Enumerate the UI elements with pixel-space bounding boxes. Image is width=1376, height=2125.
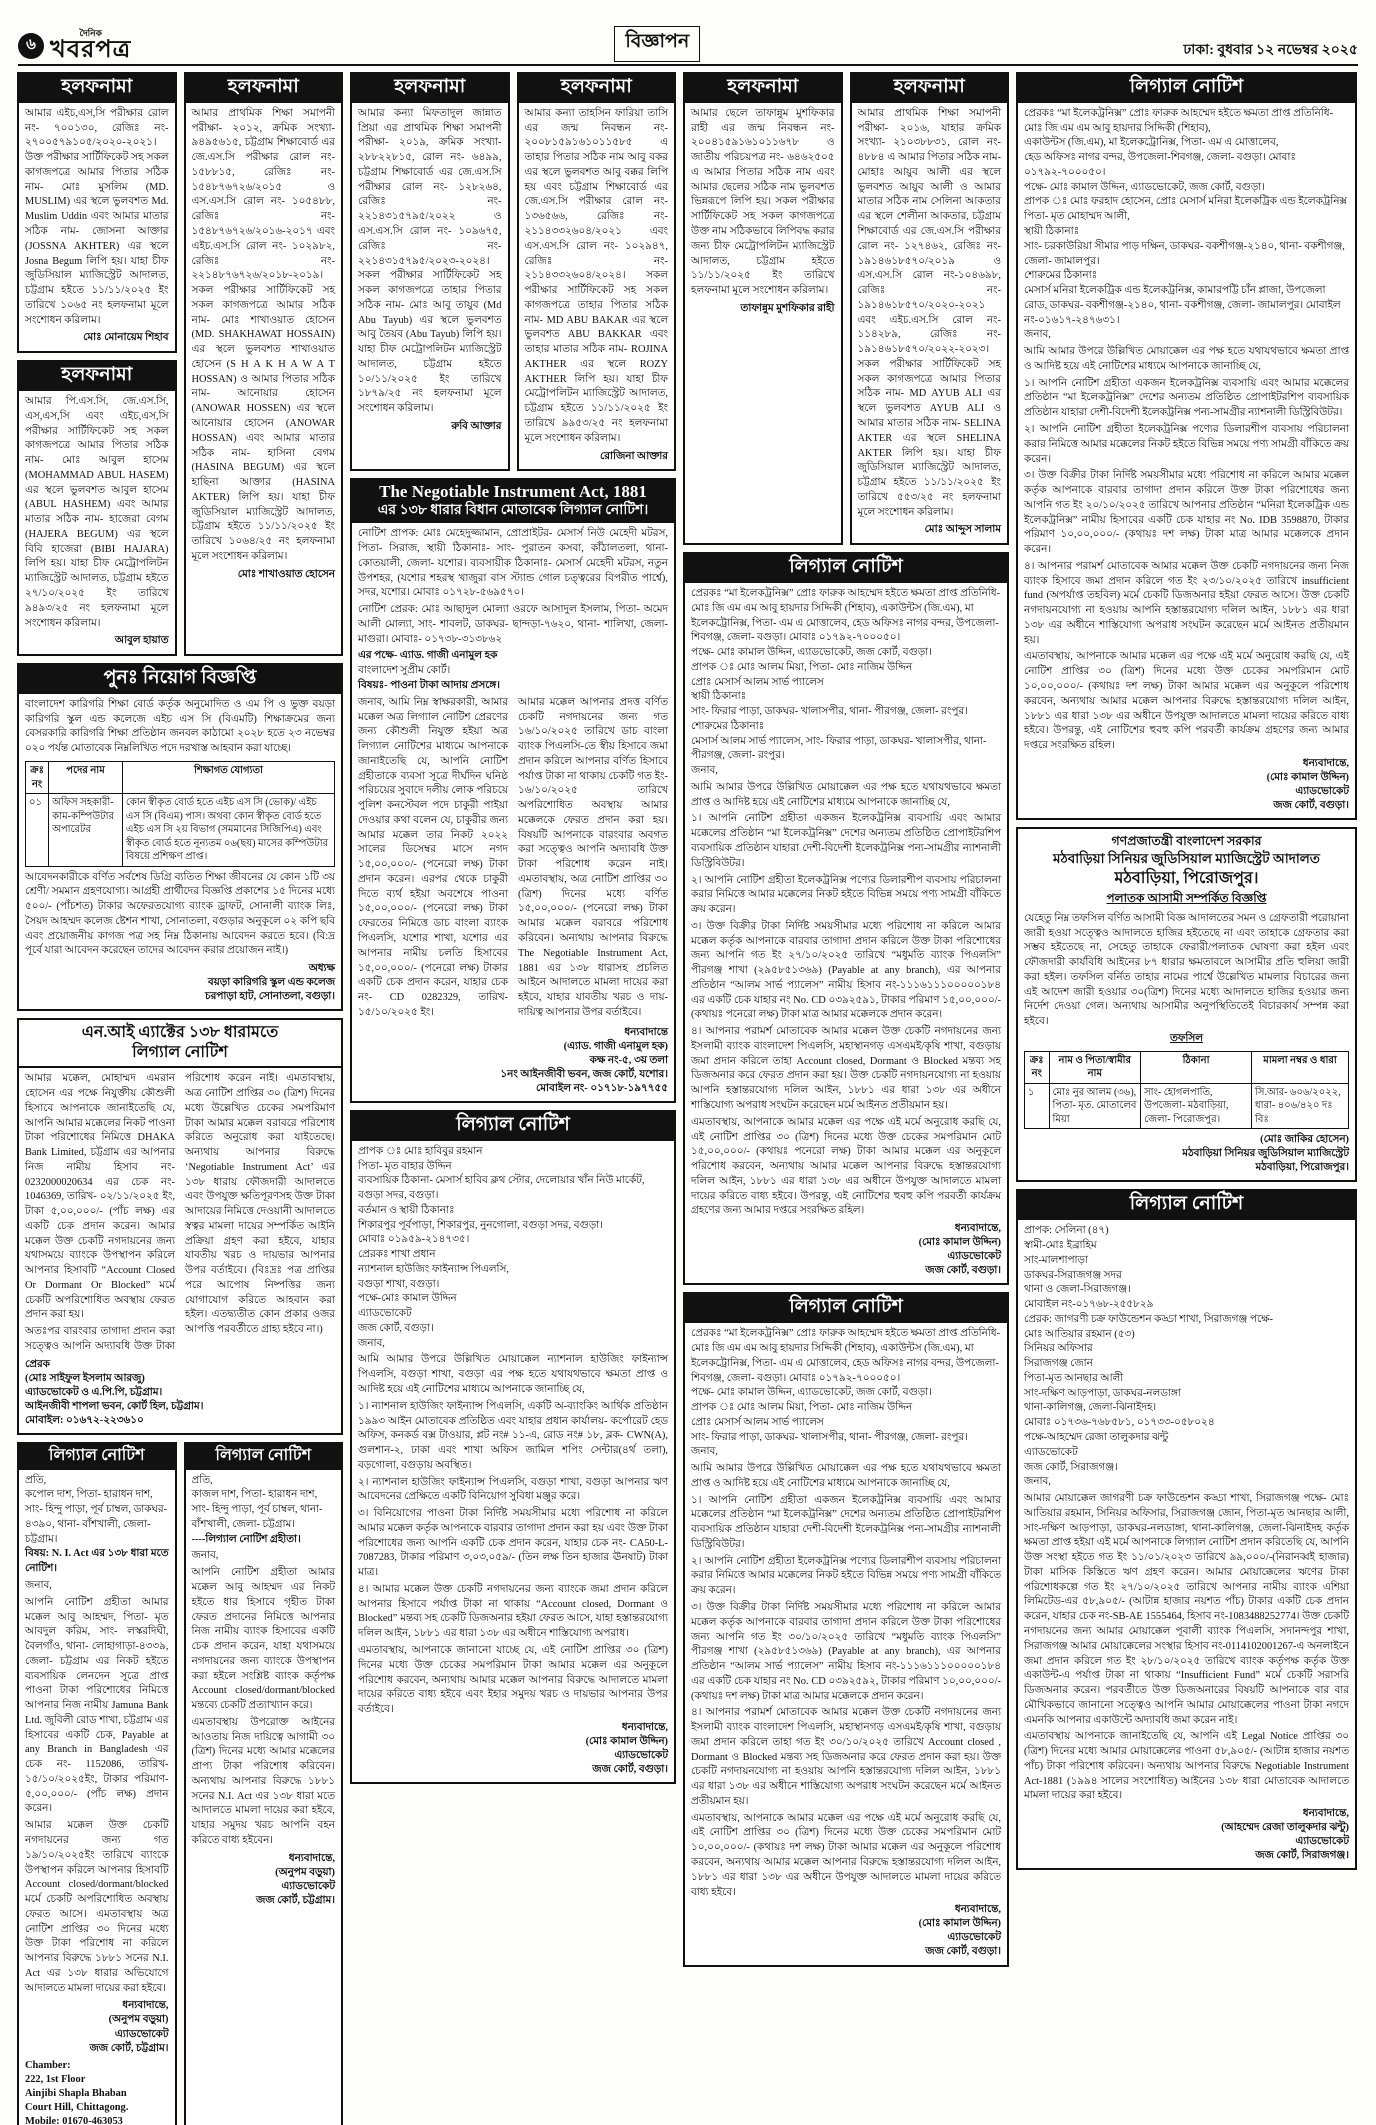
recruitment-outro: আবেদনকারীকে বর্ণিত সর্বশেষ ডিগ্রি ব্যতিত শিক্ষা জীবনের যে কোন ১টি ৩য় শ্রেণী/ সমমান গ্রহণযোগ্য। আগ্রহী প্রার্থীদের বিজ্ঞপ্তি প্রকাশের ১৫ দিনের মধ্যে ৫০০/- (পাঁচশত) টাকার অফেরতযোগ্য ব্যাংক ড্রাফট, সোনালী ব্যাংক লিঃ, সৈয়দ আহম্মদ কলেজ ষ্টেশন শাখা, সোনাতলা, বগুড়ার অনুকূলে ০২ কপি ছবি এবং প্রয়োজনীয় কাগজ পত্র সহ নিম্ন ঠিকানায় আবেদন করতে হবে। (বি:দ্র পূর্বে যারা আবেদন করেছেন তাদের আবেদন করার প্রয়োজন নাই।) xyxy=(25,871,335,957)
nia-sender: নোটিশ প্রেরক: মোঃ আছাদুল মোল্যা ওরফে আসাদুল ইসলাম, পিতা- অমেদ আলী মোল্যা, সাং- শাবলট, ডাকঘর- ছান্দড়া-৭৬২০, থানা- শালিখা, জেলা- মাগুরা। মোবাঃ- ০১৭৩৮-৩১৩৮৬২ xyxy=(358,604,668,645)
cell-address: সাং- হোগলপাতি, উপজেলা- মঠবাড়িয়া, জেলা- পিরোজপুর। xyxy=(1141,1083,1252,1129)
court-header: গণপ্রজাতন্ত্রী বাংলাদেশ সরকার মঠবাড়িয়া সিনিয়র জুডিসিয়াল ম্যাজিস্ট্রেট আদালত মঠবাড়িয়া, পিরোজপুর। পলাতক আসামী সম্পর্কিত বিজ্ঞপ্তি xyxy=(1053,834,1320,905)
notice-signature: ধন্যবাদান্তে, (মোঃ কামাল উদ্দিন) এ্যাডভোকেট জজ কোর্ট, বগুড়া। xyxy=(918,1223,1001,1277)
column-group-1 xyxy=(17,72,343,2125)
notice-recipient: প্রেরকঃ “মা ইলেকট্রনিক্স” প্রোঃ ফারুক আহম্মেদ হইতে ক্ষমতা প্রাপ্ত প্রতিনিধি- মোঃ জি এম এম আবু হায়দার সিদ্দিকী (শিহাব), একাউন্টস (জি.এম), মা ইলেকট্রোনিক্স, পিতা- এম এ মোত্তালেব, হেড অফিসঃ নাগর বন্দর, উপজেলা-শিবগঞ্জ, জেলা- বগুড়া। মোবাঃ ০১৭৯২-৭০০০৫০। পক্ষে- মোঃ কামাল উদ্দিন, এ্যাডভোকেট, জজ কোর্ট, বগুড়া। প্রাপক ঃ মোঃ ফরহাদ হোসেন, প্রোঃ মেসার্স মনিরা ইলেকট্রিক এন্ড ইলেকট্রনিক্স পিতা- মৃত মোহাম্মদ আলী, স্থায়ী ঠিকানাঃ সাং- চরকাউরিয়া সীমার পাড় দক্ষিন, ডাকঘর- বকশীগঞ্জ-২১৪০, থানা- বকশীগঞ্জ, জেলা- জামালপুর। শোরুমের ঠিকানাঃ মেসার্স মনিরা ইলেকট্রিক এন্ড ইলেকট্রনিক্স, কামারপট্টি চাঁন প্লাজা, উপজেলা রোড, ডাকঘর- বকশীগঞ্জ-২১৪০, থানা- বকশীগঞ্জ, জেলা- জামালপুর। মোবাইল নং-০১৬১৭-২৪৭৬৩১। xyxy=(1024,107,1348,326)
col-header-post: পদের নাম xyxy=(49,762,123,794)
legal-notice-header: লিগ্যাল নোটিশ xyxy=(685,1294,1007,1323)
notice-body: জনাব, আমি আমার উপরে উল্লিখিত মোয়াক্কেল এর পক্ষ হতে যথাযথভাবে ক্ষমতা প্রাপ্ত ও আদিষ্ট হয়ে এই নোটিশের মাধ্যমে আপনাকে জানাচ্ছি যে, ১। আপনি নোটিশ গ্রহীতা একজন ইলেকট্রনিক্স ব্যবসায়ি এবং আমার মক্কেলের প্রতিষ্ঠান “মা ইলেকট্রনিক্স” দেশের অন্যতম প্রতিষ্ঠিত প্রোপাইটরশিপ ব্যবসায়িক প্রতিষ্ঠান যাহারা দেশী-বিদেশী ইলেকট্রনিক্স পন্য-সামগ্রীর ন্যাশনালী ডিস্ট্রিবিউটর। ২। আপনি নোটিশ গ্রহীতা ইলেকট্রনিক্স পণ্যের ডিলারশীপ ব্যবসায় পরিচালনা করার নিমিত্তে আমার মক্কেলের নিকট হইতে বিভিন্ন সময়ে পণ্য সামগ্রী বাঁকিতে ক্রয় করেন। ৩। উক্ত বিক্রীর টাকা নির্দিষ্ট সময়সীমার মধ্যে পরিশোধ না করিলে আমার মক্কেল কর্তৃক আপনাকে বারবার তাগাদা প্রদান করিলে উক্ত টাকা পরিশোধের জন্য আপনি গত ইং ৩০/১০/২০২৫ তারিখে “মধুমতি ব্যাংক পিএলসি” পীরগঞ্জ শাখা (২৯৫৮৫১৩৬৯) (Payable at any branch), এর আপনার প্রতিষ্ঠান “আলম সার্ভ প্যালেস” নামীয় হিসাব নং-১১১৬১১১০০০০০১৮৪ এর একটি চেক যাহার নং No. CD ০৩৯২৫৯২, টাকার পরিমাণ ১০,০০,০০০/- (কথায়ঃ দশ লক্ষ) টাকা মাত্র আমার মক্কেলকে প্রদান করেন। ৪। আপনার পরামর্শ মোতাবেক আমার মক্কেল উক্ত চেকটি নগদায়নের জন্য ইসলামী ব্যাংক বাংলাদেশ পিএলসি, মহাস্থানগড় এসএমই/কৃষি শাখা, বগুড়ায় জমা প্রদান করিলে তাহা গত ইং ৩০/১০/২০২৫ তারিখে Account closed , Dormant ও Blocked মন্তব্য সহ ডিজঅনার করে ফেরত প্রদান করা হয়। উক্ত চেকটি নগদায়নযোগ্য না হওয়ায় আপনি হস্তান্তরযোগ্য দলিল আইন, ১৮৮১ এর ধারা ১৩৮ এর অধীনে শাস্তিযোগ্য অপরাধ সংঘটন করেছেন মর্মে আইনত প্রতীয়মান হয়। এমতাবস্থায়, আপনাকে আমার মক্কেল এর পক্ষে এই মর্মে অনুরোধ করছি যে, এই নোটিশ প্রাপ্তির ৩০ (ত্রিশ) দিনের মধ্যে উক্ত চেকের সমপরিমান মোট ১০,০০,০০০/- (কথায়ঃ দশ লক্ষ) টাকা আমার মক্কেল এর অনুকূলে পরিশোধ করবেন, অন্যথায় আমার মক্কেল আপনার বিরুদ্ধে হস্তান্তরযোগ্য দলিল আইন, ১৮৮১ এর ধারা ১৩৮ এর অধীনে উপযুক্ত আদালতে মামলা দায়ের করিতে বাধ্য হইবে। xyxy=(691,1446,1001,1898)
cell-case: সি.আর- ৬০৬/২০২২, ধারা- ৪০৬/৪২০ দঃ বিঃ xyxy=(1252,1083,1349,1129)
paper-tagline: দৈনিক xyxy=(79,28,102,38)
recruitment-intro: বাংলাদেশ কারিগরি শিক্ষা বোর্ড কর্তৃক অনুমোদিত ও এম পি ও ভুক্ত বয়ড়া কারিগরি স্কুল এন্ড কলেজে এইচ এস সি (বিএমটি) শিক্ষাক্রমের জন্য বেসরকারি কারিগরি শিক্ষা প্রতিষ্ঠান জনবল কাঠামো ২০২৮ হতে ২৩ নভেম্বর ০২০ পর্যন্ত মোতাবেক নিম্নলিখিত পদে দরখাস্ত আহবান করা যাচ্ছে। xyxy=(25,698,335,755)
notice-body: জনাব, আমি আমার উপরে উল্লিখিত মোয়াক্কেল ন্যাশনাল হাউজিং ফাইন্যান্স পিএলসি, বগুড়া শাখা, বগুড়া এর পক্ষ হতে যথাযথভাবে ক্ষমতা প্রাপ্ত ও আদিষ্ট হয়ে এই নোটিশের মাধ্যমে আপনাকে জানাচ্ছি যে, ১। ন্যাশনাল হাউজিং ফাইন্যান্স পিএলসি, একটি অ-ব্যাংকিং আর্থিক প্রতিষ্ঠান ১৯৯৩ আইন মোতাবেক প্রতিষ্ঠিত এবং যাহার প্রধান কার্যালয়- কর্পোরেট হেড অফিস, কনকর্ড বক্স টাওয়ার, প্লট নং# ১১-এ, রোড নং# ১৮, ব্লক- CWN(A), গুলশান-২, ঢাকা এবং শাখা অফিস জামিল শপিং সেন্টার(৪র্থ তলা), বড়গোলা, বগুড়ায় অবস্থিত। ২। ন্যাশনাল হাউজিং ফাইন্যান্স পিএলসি, বগুড়া শাখা, বগুড়া আপনার ঋণ আবেদনের প্রেক্ষিতে একটি বিনিয়োগ সুবিধা মঞ্জুর করে। ৩। বিনিয়োগের পাওনা টাকা নির্দিষ্ট সময়সীমার মধ্যে পরিশোধ না করিলে আমার মক্কেল কর্তৃক আপনাকে বারবার তাগাদা প্রদান করা হয় এবং উক্ত টাকা পরিশোধের জন্য আপনি একটি চেক প্রদান করেন, যাহার চেক নং- CA50-L-7087283, টাকার পরিমাণ ৩,০৩,০৫৯/- (তিন লক্ষ তিন হাজার ঊনষাট) টাকা মাত্র। ৪। আমার মক্কেল উক্ত চেকটি নগদায়নের জন্য ব্যাংকে জমা প্রদান করিলে আপনার হিসাবে পর্যাপ্ত টাকা না থাকায় “Account closed, Dormant ও Blocked” মন্তব্য সহ চেকটি ডিজঅনার হইয়া ফেরত আসে, যাহা হস্তান্তরযোগ্য দলিল আইন, ১৮৮১ এর ধারা ১৩৮ এর অধীনে শাস্তিযোগ্য অপরাধ। এমতাবস্থায়, আপনাকে জানানো যাচ্ছে যে, এই নোটিশ প্রাপ্তির ৩০ (ত্রিশ) দিনের মধ্যে উক্ত চেকের সমপরিমান টাকা আমার মক্কেল এর অনুকূলে পরিশোধ করবেন, অন্যথায় আমার মক্কেল আপনার বিরুদ্ধে আদালতে মামলা দায়ের করিতে বাধ্য হইবে এবং ইহার সমুদয় খরচ ও দায়ভার আপনার উপর বর্তাইবে। xyxy=(358,1337,668,1716)
notice-recipient: প্রাপক ঃ মোঃ হাবিবুর রহমান পিতা- মৃত বাহার উদ্দিন ব্যবসায়িক ঠিকানা- মেসার্স হাবিব ক্লথ স্টোর, দেলোয়ার খাঁন নিউ মার্কেট, বগুড়া সদর, বগুড়া। বর্তমান ও স্থায়ী ঠিকানাঃ শিকারপুর পূর্বপাড়া, শিকারপুর, নুনগোলা, বগুড়া সদর, বগুড়া। মোবাঃ ০১৯৫৯-২১৪৭৩৫। প্রেরকঃ শাখা প্রধান ন্যাশনাল হাউজিং ফাইন্যান্স পিএলসি, বগুড়া শাখা, বগুড়া। পক্ষে-মোঃ কামাল উদ্দিন এ্যাডভোকেট জজ কোর্ট, বগুড়া। xyxy=(358,1145,645,1334)
affidavit-signature: রুবি আক্তার xyxy=(451,420,502,432)
affidavit-header: হলফনামা xyxy=(685,74,841,103)
col-header-address: ঠিকানা xyxy=(1141,1051,1252,1083)
ni-act-138-notice xyxy=(17,1018,343,1435)
affidavit-header: হলফনামা xyxy=(19,74,175,103)
affidavit-header: হলফনামা xyxy=(186,74,342,103)
nia-1881-header: The Negotiable Instrument Act, 1881 এর ১৩৮ ধারার বিধান মোতাবেক লিগ্যাল নোটিশ। xyxy=(352,480,674,523)
affidavit-header: হলফনামা xyxy=(519,74,675,103)
affidavit-header: হলফনামা xyxy=(852,74,1008,103)
nia-signature: ধন্যবাদান্তে (এ্যাড. গাজী এনামুল হক) কক্ষ নং-৫, ৩য় তলা ১নং আইনজীবী ভবন, জজ কোর্ট, যশোর। মোবাইল নং- ০১৭১৮-১৯৭৭৫৫ xyxy=(500,1026,668,1094)
legal-notice-kopol-das xyxy=(17,1442,177,2125)
affidavit-tafannum xyxy=(683,72,843,545)
nia-body: জনাব, আমি নিম্ন স্বাক্ষরকারী, আমার মক্কেল অত্র লিগ্যাল নোটিশ প্রেরণের জন্য কৌশুলী নিযুক্ত হইয়া অত্র লিগ্যাল নোটিশের মাধ্যমে আপনাকে জানাইতেছি যে, আপনি নোটিশ গ্রহীতাকে ব্যবসা সূত্রে দীর্ঘদিন ঘনিষ্ঠ পরিচয়ের সুবাদে দলীয় লোক পরিচয়ে পুলিশ কনস্টেবল পদে চাকুরী পাইয়া দেওয়ার কথা বলেন যে, চাকুরীর জন্য আমার মক্কেল তার নিকট ২০২২ সালের ডিসেম্বর মাসে নগদ ১৫,০০,০০০/- (পনেরো লক্ষ) টাকা প্রদান করেন। এরপর থেকে চাকুরী দিতে ব্যর্থ হইয়া অবশেষে পাওনা ১৫,০০,০০০/- (পনেরো লক্ষ) টাকা ফেরতের নিমিত্তে ডাচ বাংলা ব্যাংক পিএলসি, যশোর শাখা, যশোর এর আপনার নামীয় চলতি হিসাবের ১৫,০০,০০০/- (পনেরো লক্ষ) টাকার একটি চেক প্রদান করেন, যাহার চেক নং- CD 0282329, তারিখ- ১৫/১০/২০২৫ ইং। আমার মক্কেল আপনার প্রদত্ত বর্ণিত চেকটি নগদায়নের জন্য গত ১৬/১০/২০২৫ তারিখে ডাচ বাংলা ব্যাংক পিএলসি-তে স্বীয় হিসাবে জমা প্রদান করিলে আপনার বর্ণিত হিসাবে পর্যাপ্ত টাকা না থাকায় চেকটি গত ইং- ১৬/১০/২০২৫ তারিখে অপরিশোধিত অবস্থায় আমার মক্কেলকে ফেরত প্রদান করা হয়। বিষয়টি আপনাকে বারংবার অবগত করা সত্ত্বেও আপনি অদ্যাবধি উক্ত টাকা পরিশোধ করেন নাই। এমতাবস্থায়, অত্র নোটিশ প্রাপ্তির ৩০ (ত্রিশ) দিনের মধ্যে বর্ণিত ১৫,০০,০০০/- (পনেরো লক্ষ) টাকা আমার মক্কেল বরাবরে পরিশোধ করিবেন। অন্যথায় আপনার বিরুদ্ধে The Negotiable Instrument Act, 1881 এর ১৩৮ ধারাসহ প্রচলিত আইনে আদালতে মামলা দায়ের করা হইবে, যাহার যাবতীয় খরচ ও দায়-দায়িত্ব আপনার উপর বর্তাইবে। xyxy=(358,696,668,1018)
nia-advocate: এর পক্ষে- এ্যাড. গাজী এনামুল হক xyxy=(358,650,498,662)
recruitment-signature: অধ্যক্ষ বয়ড়া কারিগরি স্কুল এন্ড কলেজ চরপাড়া হাট, সোনাতলা, বগুড়া। xyxy=(205,963,335,1003)
affidavit-body: আমার কন্যা তাহসিন ফারিয়া তাসি এর জন্ম নিবন্ধন নং- ২০০৮১৫৯১৬১০১১৫৮৫ এ তাহার পিতার সঠিক নাম আবু বকর এর স্থলে ভুলবশত আবু বক্কর লিপি হয় এবং চট্টগ্রাম শিক্ষাবোর্ড এর জে.এস.সি পরীক্ষার রোল নং- ১৩৬৫৬৬, রেজিঃ নং- ২১১৪৩৩২৬০৪/২০২১ এবং এস.এস.সি রোল নং- ১০২৯৪৭, রেজিঃ নং- ২১১৪৩৩২৬০৪/২০২৪। সকল পরীক্ষার সার্টিফিকেট সহ সকল কাগজপত্রে তাহার পিতার সঠিক নাম- MD ABU BAKAR এর স্থলে ভুলবশত ABU BAKKAR এবং তাহার মাতার সঠিক নাম- ROJINA AKTHER এর স্থলে ROZY AKTHER লিপি হয়। যাহা চীফ মেট্রোপলিটন ম্যাজিস্ট্রেট আদালত, চট্টগ্রাম হইতে ১১/১১/২০২৫ ইং তারিখে ৯৯৫৩/২৫ নং হলফনামা মূলে সংশোধন করিলাম। xyxy=(524,107,668,444)
affidavit-signature: তাফান্নুম মুশফিকার রাহী xyxy=(740,302,835,314)
table-row xyxy=(26,794,335,867)
notice-signature: ধন্যবাদান্তে, (মোঃ কামাল উদ্দিন) এ্যাডভোকেট জজ কোর্ট, বগুড়া। xyxy=(585,1721,668,1775)
recruitment-notice xyxy=(17,663,343,1011)
notice-body: জনাব, আমি আমার উপরে উল্লিখিত মোয়াক্কেল এর পক্ষ হতে যথাযথভাবে ক্ষমতা প্রাপ্ত ও আদিষ্ট হয়ে এই নোটিশের মাধ্যমে আপনাকে জানাচ্ছি যে, ১। আপনি নোটিশ গ্রহীতা একজন ইলেকট্রনিক্স ব্যবসায়ি এবং আমার মক্কেলের প্রতিষ্ঠান “মা ইলেকট্রনিক্স” দেশের অন্যতম প্রতিষ্ঠিত প্রোপাইটরশিপ ব্যবসায়িক প্রতিষ্ঠান যাহারা দেশী-বিদেশী ইলেকট্রনিক্স পন্য-সামগ্রীর ন্যাশনালী ডিস্ট্রিবিউটর। ২। আপনি নোটিশ গ্রহীতা ইলেকট্রনিক্স পণ্যের ডিলারশীপ ব্যবসায় পরিচালনা করার নিমিত্তে আমার মক্কেলের নিকট হইতে বিভিন্ন সময়ে পণ্য সামগ্রী বাঁকিতে ক্রয় করেন। ৩। উক্ত বিক্রীর টাকা নির্দিষ্ট সময়সীমার মধ্যে পরিশোধ না করিলে আমার মক্কেল কর্তৃক আপনাকে বারবার তাগাদা প্রদান করিলে উক্ত টাকা পরিশোধের জন্য আপনি গত ইং ২৭/১০/২০২৫ তারিখে “মধুমতি ব্যাংক পিএলসি” পীরগঞ্জ শাখা (২৯৫৮৫১৩৬৯) (Payable at any branch), এর আপনার প্রতিষ্ঠান “আলম সার্ভ প্যালেস” নামীয় হিসাব নং-১১১৬১১১০০০০০১৮৪ এর একটি চেক যাহার নং No. CD ০৩৯২৫৯১, টাকার পরিমাণ ১৫,০০,০০০/- (কথায়ঃ পনেরো লক্ষ) টাকা মাত্র আমার মক্কেলকে প্রদান করেন। ৪। আপনার পরামর্শ মোতাবেক আমার মক্কেল উক্ত চেকটি নগদায়নের জন্য ইসলামী ব্যাংক বাংলাদেশ পিএলসি, মহাস্থানগড় এসএমই/কৃষি শাখা, বগুড়ায় জমা প্রদান করিলে তাহা Account closed, Dormant ও Blocked মন্তব্য সহ ডিজঅনার করে ফেরত প্রদান করা হয়। উক্ত চেকটি নগদায়নযোগ্য না হওয়ায় আপনি হস্তান্তরযোগ্য দলিল আইন, ১৮৮১ এর ধারা ১৩৮ এর অধীনে শাস্তিযোগ্য অপরাধ সংঘটন করেছেন মর্মে আইনত প্রতীয়মান হয়। এমতাবস্থায়, আপনাকে আমার মক্কেল এর পক্ষে এই মর্মে অনুরোধ করছি যে, এই নোটিশ প্রাপ্তির ৩০ (ত্রিশ) দিনের মধ্যে উক্ত চেকের সমপরিমান মোট ১৫,০০,০০০/- (কথায়ঃ পনেরো লক্ষ) টাকা আমার মক্কেল এর অনুকূলে পরিশোধ করবেন, অন্যথায় আমার মক্কেল আপনার বিরুদ্ধে হস্তান্তরযোগ্য দলিল আইন, ১৮৮১ এর ধারা ১৩৮ এর অধীনে উপযুক্ত আদালতে মামলা দায়ের করিতে বাধ্য হইবে। উপরন্তু, এই নোটিশের হুবহু কপি পরবর্তী কার্যক্রম গ্রহণের জন্য আমার দপ্তরে সংরক্ষিত রহিল। xyxy=(691,765,1001,1217)
nia-subject: বিষয়ঃ- পাওনা টাকা আদায় প্রসঙ্গে। xyxy=(358,680,500,691)
notice-body: জনাব, আমার মোয়াক্কেল জাগরণী চক্র ফাউন্ডেশন কড্ডা শাখা, সিরাজগঞ্জ পক্ষে- মোঃ আতিয়ার রহমান, সিনিয়র অফিসার, সিরাজগঞ্জ জোন, পিতা-মৃত আনছার আলী, সাং-দক্ষিণ আড়পাড়া, ডাকঘর-নলডাঙ্গা, থানা-কালিগঞ্জ, জেলা-ঝিনাইদহ কর্তৃক ক্ষমতা প্রাপ্ত হইয়া এই মর্মে আপনাকে লিগ্যাল নোটিশ প্রদান করিতেছি যে, আপনি উক্ত সংস্থা হইতে গত ইং ১১/০১/২০২৩ তারিখে ৯৯,০০০/-(নিরানব্বই হাজার) টাকা মাসিক কিস্তিতে ঋণ গ্রহণ করেন। আমার মোয়াক্কেলের ঋণের টাকা পরিশোধকল্পে গত ইং ২৭/১০/২০২৫ তারিখে আপনার নামীয় ব্যাংক এশিয়া লিমিটেড-এর ৫৮,৯০৫/- (আটান্ন হাজার নয়শত পাঁচ) টাকার একটি চেক প্রদান করেন, যাহার চেক নং-SB-AE 1555464, হিসাব নং-1083488252774। উক্ত চেকটি নগদায়নের জন্য আমার মোয়াক্কেল পূবালী ব্যাংক পিএলসি, সদানন্দপুর শাখা, সিরাজগঞ্জ আমার মোয়াক্কেলের সংস্থার হিসাব নং-0114102001267-এ অনলাইনে জমা প্রদান করিলে গত ইং ২৮/১০/২০২৫ তারিখে ব্যাংক কর্তৃপক্ষ কর্তৃক উক্ত একাউন্ট-এ পর্যাপ্ত টাকা না থাকায় “Insufficient Fund” মর্মে চেকটি সরাসরি ডিজঅনার করেন। পরবর্তীতে উক্ত ডিজঅনারের বিষয়টি আপনাকে বার বার মৌখিকভাবে জানানো সত্ত্বেও আপনি আমার মোয়াক্কেলের পাওনা টাকা নগদে এমনকি আপনার একাউন্টে অদ্যাবধি জমা করেন নাই। এমতাবস্থায় আপনাকে জানাইতেছি যে, আপনি এই Legal Notice প্রাপ্তির ৩০ (ত্রিশ) দিনের মধ্যে আমার মোয়াক্কেলের পাওনা ৫৮,৯০৫/- (আটান্ন হাজার নয়শত পাঁচ) টাকা পরিশোধ করিবেন। অন্যথায় আপনার বিরুদ্ধে Negotiable Instrument Act-1881 (১৯৯৪ সালের সংশোধিত) আইনের ১৩৮ ধারা মোতাবেক আদালতে মামলা দায়ের করা হইবে। xyxy=(1024,1476,1349,1802)
court-signature: (মোঃ জাকির হোসেন) মঠবাড়িয়া সিনিয়র জুডিসিয়াল ম্যাজিস্ট্রেট মঠবাড়িয়া, পিরোজপুর। xyxy=(1182,1134,1349,1174)
column-group-3 xyxy=(683,72,1009,1974)
affidavit-body: আমার প্রাথমিক শিক্ষা সমাপনী পরীক্ষা- ২০১২, ক্রমিক সংখ্যা- ৯৪৯৫৬১৫, চট্টগ্রাম শিক্ষাবোর্ড এর জে.এস.সি পরীক্ষার রোল নং- ১৫৮৮১৫, রেজিঃ নং- ১৫৪৮৭৬৭২৬/২০১৫ ও এস.এস.সি রোল নং- ১০৫৪৮৮, রেজিঃ নং- ১৫৪৮৭৬৭২৬/২০১৬-২০১৭ এবং এইচ.এস.সি রোল নং- ১০২৯৮২, রেজিঃ নং- ২২১৪৮৭৬৭২৬/২০১৮-২০১৯। সকল পরীক্ষার সার্টিফিকেট সহ সকল কাগজপত্রে আমার সঠিক নাম- মোঃ শাখাওয়াত হোসেন (MD. SHAKHAWAT HOSSAIN) এর স্থলে ভুলবশত শাখাওয়াত হোসেন (S H A K H A W A T HOSSAN) ও আমার পিতার সঠিক নাম- আনোয়ার হোসেন (ANOWAR HOSSEN) এর স্থলে আনোয়ার হোসেন (ANOWAR HOSSAN) এবং আমার মাতার সঠিক নাম- হাসিনা বেগম (HASINA BEGUM) এর স্থলে হাছিনা আক্তার (HASINA AKTER) লিপি হয়। যাহা চীফ জুডিসিয়াল ম্যাজিস্ট্রেট আদালত, চট্টগ্রাম হইতে ১১/১১/২০২৫ ইং তারিখে ১০৬৪/২৫ নং হলফনামা মূলে সংশোধন করিলাম। xyxy=(191,107,335,562)
legal-notice-alam-mia-1 xyxy=(683,552,1009,1285)
page-number-badge: ৬ xyxy=(18,33,44,59)
brand xyxy=(18,29,131,62)
legal-notice-header: লিগ্যাল নোটিশ xyxy=(1018,74,1355,103)
cell-post: অফিস সহকারী-কাম-কম্পিউটার অপারেটর xyxy=(49,794,123,867)
legal-notice-habibur-nhf xyxy=(350,1110,676,1784)
notice-body: জনাব, আপনি নোটিশ গ্রহীতা আমার মক্কেল আবু আহম্মদ এর নিকট হইতে ধার হিসাবে গৃহীত টাকা ফেরত প্রদানের নিমিত্তে আপনার নিজ নামীয় ব্যাংক হিসাবের একটি চেক প্রদান করেন, যাহা যথাসময়ে নগদায়নের জন্য ব্যাংকে উপস্থাপন করা হইলে সংশ্লিষ্ট ব্যাংক কর্তৃপক্ষ Account closed/dormant/blocked মন্তব্যে চেকটি প্রত্যাখ্যান করে। এমতাবস্থায় উপরোক্ত আইনের আওতায় নিজ দায়িত্বে আগামী ৩০ (ত্রিশ) দিনের মধ্যে আমার মক্কেলের প্রাপ্য টাকা পরিশোধ করিবেন। অন্যথায় আপনার বিরুদ্ধে ১৮৮১ সনের N.I. Act এর ১৩৮ ধারা মতে আদালতে মামলা দায়ের করা হইবে, যাহার সমুদয় খরচ আপনি বহন করিতে বাধ্য হইবেন। xyxy=(191,1550,335,1846)
classifieds-grid xyxy=(0,66,1376,2125)
notice-signature: ধন্যবাদান্তে, (অনুপম বড়ুয়া) এ্যাডভোকেট জজ কোর্ট, চট্টগ্রাম। xyxy=(89,2000,169,2054)
recruitment-table xyxy=(25,761,335,867)
affidavit-ayub-ali xyxy=(850,72,1010,545)
affidavit-body: আমার এইচ,এস,সি পরীক্ষার রোল নং- ৭০০১৩০, রেজিঃ নং- ২৭০০৫৭৯১০৫/২০২০-২০২১। উক্ত পরীক্ষার সার্টিফিকেট সহ সকল কাগজপত্রে আমার পিতার সঠিক নাম- মোঃ মুসলিম (MD. MUSLIM) এর স্থলে ভুলবশত Md. Muslim Uddin এবং আমার মাতার সঠিক নাম- জোসনা আক্তার (JOSSNA AKHTER) এর স্থলে Josna Begum লিপি হয়। যাহা চীফ জুডিসিয়াল ম্যাজিস্ট্রেট আদালত, চট্টগ্রাম হইতে ১১/১১/২০২৫ ইং তারিখে ১০৬৫ নং হলফনামা মূলে সংশোধন করিলাম। xyxy=(25,107,169,326)
affidavit-body: আমার প্রাথমিক শিক্ষা সমাপনী পরীক্ষা- ২০১৬, যাহার ক্রমিক সংখ্যা- ২১০৩৮৮৩১, রোল নং- ৪৮৮৪ এ আমার পিতার সঠিক নাম- মোহাঃ আয়ুব আলী এর স্থলে ভুলবশত আয়ুব আলী ও আমার মাতার সঠিক নাম সেলিনা আকতার এর স্থলে শেলীনা আকতার, চট্টগ্রাম শিক্ষাবোর্ড এর জে.এস.সি পরীক্ষার রোল নং- ১২৭৪৬২, রেজিঃ নং- ১৯১৪৬১৮৫৭০/২০১৯ ও এস.এস.সি রোল নং-১০৪৬৯৮, রেজিঃ নং- ১৯১৪৬১৮৫৭০/২০২০-২০২১ এবং এইচ.এস.সি রোল নং- ১১৪২৮৯, রেজিঃ নং- ১৯১৪৬১৮৫৭০/২০২২-২০২৩। সকল পরীক্ষার সার্টিফিকেট সহ সকল কাগজপত্রে আমার পিতার সঠিক নাম- MD AYUB ALI এর স্থলে ভুলবশত AYUB ALI ও আমার মাতার সঠিক নাম- SELINA AKTER এর স্থলে SHELINA AKTER লিপি হয়। যাহা চীফ জুডিসিয়াল ম্যাজিস্ট্রেট আদালত, চট্টগ্রাম হইতে ১১/১১/২০২৫ ইং তারিখে ৫৫৩/২৫ নং হলফনামা মূলে সংশোধন করিলাম। xyxy=(857,107,1001,518)
legal-notice-selina xyxy=(1016,1189,1357,1870)
notice-signature: ধন্যবাদান্তে, (মোঃ কামাল উদ্দিন) এ্যাডভোকেট জজ কোর্ট, বগুড়া। xyxy=(1266,757,1349,811)
chamber-address: Chamber: 222, 1st Floor Ainjibi Shapla Bhaban Court Hill, Chittagong. Mobile: 01670-463053 xyxy=(25,2059,129,2125)
court-fugitive-notice xyxy=(1016,827,1357,1182)
ni-138-signature: প্রেরক (মোঃ সাইফুল ইসলাম আরজু) এ্যাডভোকেট ও এ.পি.পি, চট্টগ্রাম। আইনজীবী শাপলা ভবন, কোর্ট হিল, চট্টগ্রাম। মোবাইল: ০১৬৭২-২২৩৬১০ xyxy=(25,1358,204,1426)
section-title: বিজ্ঞাপন xyxy=(614,26,700,62)
affidavit-signature: মোঃ মোনায়েম শিহাব xyxy=(83,332,169,344)
tafsil-label: তফসিল xyxy=(1170,1033,1203,1044)
affidavit-signature: মোঃ শাখাওয়াত হোসেন xyxy=(237,568,335,580)
ni-138-header: এন.আই এ্যাক্টের ১৩৮ ধারামতে লিগ্যাল নোটিশ xyxy=(19,1020,341,1068)
recruitment-header: পুনঃ নিয়োগ বিজ্ঞপ্তি xyxy=(19,665,341,694)
notice-signature: ধন্যবাদান্তে, (অনুপম বড়ুয়া) এ্যাডভোকেট জজ কোর্ট, চট্টগ্রাম। xyxy=(256,1852,335,1906)
edition-dateline: ঢাকা: বুধবার ১২ নভেম্বর ২০২৫ xyxy=(1183,43,1358,58)
affidavit-body: আমার কন্যা মিফতাদুল জান্নাত প্রিয়া এর প্রাথমিক শিক্ষা সমাপনী পরীক্ষা- ২০১৯, ক্রমিক সংখ্যা- ২৮৮২২৮১৫, রোল নং- ৬৪৯৯, চট্টগ্রাম শিক্ষাবোর্ড এর জে.এস.সি পরীক্ষার রোল নং- ১২৮২৬৪, রেজিঃ নং- ২২১৪৩১৫৭৯৫/২০২২ ও এস.এস.সি রোল নং- ১০৯৬৭৫, রেজিঃ নং- ২২১৪৩১৫৭৯৫/২০২৩-২০২৪। সকল পরীক্ষার সার্টিফিকেট সহ সকল কাগজপত্রে তাহার পিতার সঠিক নাম- মোঃ আবু তায়ুব (Md Abu Tayub) এর স্থলে ভুলবশত আবু তৈয়ব (Abu Tayub) লিপি হয়। যাহা চীফ মেট্রোপলিটন ম্যাজিস্ট্রেট আদালত, চট্টগ্রাম হইতে ১০/১১/২০২৫ ইং তারিখে ১৮৭৯/২৫ নং হলফনামা মূলে সংশোধন করিলাম। xyxy=(358,107,502,415)
notice-subject: বিষয়: N. I. Act এর ১৩৮ ধারা মতে নোটিশ। xyxy=(25,1548,169,1575)
paper-logo: খবরপত্র xyxy=(50,37,132,63)
affidavit-body: আমার ছেলে তাফান্নুম মুশফিকার রাহী এর জন্ম নিবন্ধন নং- ২০০৪১৫৯১৬১০১১৬৭৮ ও জাতীয় পরিচয়পত্র নং- ৬৪৬২৫০৫ এ আমার পিতার সঠিক নাম এবং আমার ছেলের সঠিক নাম ভুলবশত ভিন্নরূপে লিপি হয়। সকল পরীক্ষার সার্টিফিকেট সহ সকল কাগজপত্রে উক্ত নাম সঠিকভাবে লিপিবদ্ধ করার জন্য চীফ মেট্রোপলিটন ম্যাজিস্ট্রেট আদালত, চট্টগ্রাম হইতে ১১/১১/২০২৫ ইং তারিখে হলফনামা মূলে সংশোধন করিলাম। xyxy=(691,107,835,297)
column-group-2 xyxy=(350,72,676,1791)
affidavit-signature: রোজিনা আক্তার xyxy=(600,450,668,462)
legal-notice-header: লিগ্যাল নোটিশ xyxy=(352,1112,674,1141)
nia-advocate-court: বাংলাদেশ সুপ্রীম কোর্ট। xyxy=(358,665,451,677)
affidavit-body: আমার পি.এস.সি, জে.এস.সি, এস,এস,সি এবং এইচ,এস,সি পরীক্ষার সার্টিফিকেট সহ সকল কাগজপত্রে আমার পিতার সঠিক নাম- মোঃ আবুল হাসেম (MOHAMMAD ABUL HASEM) এর স্থলে ভুলবশত আবুল হাসেম (ABUL HASHEM) এবং আমার মাতার সঠিক নাম- হাজেরা বেগম (HAJERA BEGUM) এর স্থলে বিবি হাজেরা (BIBI HAJARA) লিপি হয়। যাহা চীফ মেট্রোপলিটন ম্যাজিস্ট্রেট আদালত, চট্টগ্রাম হইতে ২৭/১০/২০২৫ ইং তারিখে ৯৪৯৩/২৫ নং হলফনামা মূলে সংশোধন করিলাম। xyxy=(25,396,169,629)
notice-signature: ধন্যবাদান্তে, (আহম্মেদ রেজা তালুকদার ঝন্টু) এ্যাডভোকেট জজ কোর্ট, সিরাজগঞ্জ। xyxy=(1221,1808,1349,1862)
notice-recipient: প্রতি, কাজল দাশ, পিতা- হারাধন দাশ, সাং- হিন্দু পাড়া, পূর্ব চাম্বল, থানা- বাঁশখালী, জেলা- চট্টগ্রাম। xyxy=(191,1474,323,1530)
notice-subject: ----লিগ্যাল নোটিশ গ্রহীতা। xyxy=(191,1533,301,1545)
affidavit-shakhawat xyxy=(184,72,344,656)
legal-notice-monira xyxy=(1016,72,1357,820)
table-row xyxy=(1025,1083,1349,1129)
cell-name: মোঃ নুর আলম (৩৬), পিতা- মৃত. মোতালেব মিয়া xyxy=(1049,1083,1141,1129)
legal-notice-header: লিগ্যাল নোটিশ xyxy=(685,554,1007,583)
col-header-serial: ক্রঃ নং xyxy=(26,762,49,794)
notice-signature: ধন্যবাদান্তে, (মোঃ কামাল উদ্দিন) এ্যাডভোকেট জজ কোর্ট, বগুড়া। xyxy=(918,1904,1001,1958)
court-body: যেহেতু নিম্ন তফসিল বর্ণিত আসামী বিজ্ঞ আদালতের সমন ও গ্রেফতারী পরোয়ানা জারী হওয়া সত্ত্বেও আদালতে হাজির হইতেছে না এবং তাহাকে গ্রেফতার করা সম্ভব হইতেছে না, সেহেতু তাহাকে ফেরারী/পলাতক ঘোষণা করা হইল এবং ফৌজদারী কার্যবিধি আইনের ৮৭ ধারার ক্ষমতাবলে আসামীর প্রতি হুলিয়া জারী করা হইল। তফসিল বর্নিত তাহার নামের পার্শ্বে উল্লেখিত মামলার বিচারের জন্য এই আদেশ জারী হওয়ার ৩০(ত্রিশ) দিনের মধ্যে আদালতে হাজির হওয়ার জন্য নির্দেশ দেওয়া গেল। অন্যথায় আসামীর অনুপস্থিতিতেই বিচারকার্য সম্পন্ন করা হইবে। xyxy=(1024,912,1349,1028)
affidavit-header: হলফনামা xyxy=(352,74,508,103)
col-header-case: মামলা নম্বর ও ধারা xyxy=(1252,1051,1349,1083)
affidavit-muslim xyxy=(17,72,177,353)
affidavit-signature: আবুল হায়াত xyxy=(114,635,169,647)
ni-138-body: আমার মক্কেল, মোহাম্মদ এমরান হোসেন এর পক্ষে নিযুক্তীয় কৌশুলী হিসাবে আপনাকে জানাইতেছি যে, আপনি আমার মক্কেলের নিকট পাওনা টাকা পরিশোধের নিমিত্তে DHAKA Bank Limited, চট্টগ্রাম এর আপনার নিজ নামীয় হিসাব নং- 0232000020634 এর চেক নং- 1046369, তারিখ- ০২/১১/২০২৫ ইং, টাকা ৫,০০,০০০/- (পাঁচ লক্ষ) এর একটি চেক প্রদান করেন। আমার মক্কেল উক্ত চেকটি নগদায়নের জন্য যথাসময়ে ব্যাংকে উপস্থাপন করিলে আপনার হিসাবটি “Account Closed Or Dormant Or Blocked” মর্মে চেকটি অপরিশোধিত অবস্থায় ফেরত প্রদান করা হয়। অতঃপর বারংবার তাগাদা প্রদান করা সত্ত্বেও আপনি অদ্যাবধি উক্ত টাকা পরিশোধ করেন নাই। এমতাবস্থায়, অত্র নোটিশ প্রাপ্তির ৩০ (ত্রিশ) দিনের মধ্যে উল্লেখিত চেকের সমপরিমাণ টাকা আমার মক্কেল বরাবরে পরিশোধ করিতে অনুরোধ করা যাইতেছে। অন্যথায় আপনার বিরুদ্ধে ‘Negotiable Instrument Act’ এর ১৩৮ ধারায় ফৌজদারী আদালতে এবং উপযুক্ত ক্ষতিপূরণসহ উক্ত টাকা আদায়ের নিমিত্তে দেওয়ানী আদালতে স্বত্বর মামলা দায়ের সম্পর্কিত আইনি প্রক্রিয়া গ্রহণ করা হইবে, যাহার যাবতীয় খরচ ও দায়ভার আপনার উপর বর্তাইবে। (বিঃদ্রঃ পত্র প্রাপ্তির পরে আপোষ নিষ্পত্তির জন্য যোগাযোগ করিতে আহবান করা হইল। এতদ্ব্যতীত কোন প্রকার ওজর আপত্তি পরবর্তীতে গ্রাহ্য হইবে না।) xyxy=(25,1073,335,1353)
negotiable-instrument-act-notice xyxy=(350,478,676,1103)
legal-notice-header: লিগ্যাল নোটিশ xyxy=(186,1444,342,1470)
affidavit-tahsin xyxy=(517,72,677,471)
notice-body: জনাব, আপনি নোটিশ গ্রহীতা আমার মক্কেল আবু আহম্মদ, পিতা- মৃত আবদুল করিম, সাং- লস্করদিঘী, বৈলগাঁও, থানা- লোহাগাড়া-৪৩৩৯, জেলা- চট্টগ্রাম এর নিকট হইতে ব্যবসায়িক লেনদেন সূত্রে প্রাপ্ত পাওনা টাকা পরিশোধের নিমিত্তে আপনার নিজ নামীয় Jamuna Bank Ltd. জুবিলী রোড শাখা, চট্টগ্রাম এর হিসাবের একটি চেক, Payable at any Branch in Bangladesh এর চেক নং- 1152086, তারিখ- ১৫/১০/২০২৫ইং, টাকার পরিমাণ- ৫,০০,০০০/- (পাঁচ লক্ষ) প্রদান করেন। আমার মক্কেল উক্ত চেকটি নগদায়নের জন্য গত ১৯/১০/২০২৫ইং তারিখে ব্যাংকে উপস্থাপন করিলে আপনার হিসাবটি Account closed/dormant/blocked মর্মে চেকটি অপরিশোধিত অবস্থায় ফেরত আসে। এমতাবস্থায় অত্র নোটিশ প্রাপ্তির ৩০ দিনের মধ্যে উক্ত টাকা পরিশোধ না করিলে আপনার বিরুদ্ধে ১৮৮১ সনের N.I. Act এর ১৩৮ ধারার অভিযোগে আদালতে মামলা দায়ের করা হইবে। xyxy=(25,1579,169,1994)
legal-notice-alam-mia-2 xyxy=(683,1292,1009,1966)
legal-notice-kajol-das xyxy=(184,1442,344,2125)
notice-recipient: প্রাপক: সেলিনা (৪৭) স্বামী-মোঃ ইব্রাহিম সাং-মালশাপাড়া ডাকঘর-সিরাজগঞ্জ সদর থানা ও জেলা-সিরাজগঞ্জ। মোবাইল নং-০১৭৬৮-২৫৫৮২৯ প্রেরক: জাগরণী চক্র ফাউন্ডেশন কড্ডা শাখা, সিরাজগঞ্জ পক্ষে- মোঃ আতিয়ার রহমান (৫৩) সিনিয়র অফিসার সিরাজগঞ্জ জোন পিতা-মৃত আনছার আলী সাং-দক্ষিণ আড়পাড়া, ডাকঘর-নলডাঙ্গা থানা-কালিগঞ্জ, জেলা-ঝিনাইদহ। মোবাঃ ০১৭৩৬-৭৬৮৫৮১, ০১৭৩৩-০৫৮০২৪ পক্ষে-আহম্মেদ রেজা তালুকদার ঝন্টু এ্যাডভোকেট জজ কোর্ট, সিরাজগঞ্জ। xyxy=(1024,1225,1273,1473)
affidavit-abul-hasem xyxy=(17,360,177,656)
nia-recipient: নোটিশ প্রাপক: মোঃ মেহেদুজ্জামান, প্রোপ্রাইটর- মেসার্স নিউ মেহেদী মটরস, পিতা- সিরাজ, স্থায়ী ঠিকানাঃ- সাং- পুরাতন কসবা, কাঁঠালতলা, থানা- কোতয়ালী, জেলা- যশোর। ব্যবসায়ীক ঠিকানাঃ- মেসার্স মেহেদী মটরস, নতুন উপশহর, (যশোর শহরস্থ খাজুরা বাস স্ট্যান্ড গোল চত্ত্বরের বিপরীত পার্শ্বে), সদর, যশোর। মোবাঃ ০১৭২৮-৫৬৯৫৭০। xyxy=(358,528,668,599)
col-header-serial: ক্রঃ নং xyxy=(1025,1051,1050,1083)
column-group-4 xyxy=(1016,72,1357,1877)
cell-serial: ০১ xyxy=(26,794,49,867)
tafsil-table xyxy=(1024,1051,1349,1130)
affidavit-header: হলফনামা xyxy=(19,362,175,391)
affidavit-miftadul xyxy=(350,72,510,471)
notice-body: জনাব, আমি আমার উপরে উল্লিখিত মোয়াক্কেল এর পক্ষ হতে যথাযথভাবে ক্ষমতা প্রাপ্ত ও আদিষ্ট হয়ে এই নোটিশের মাধ্যমে আপনাকে জানাচ্ছি যে, ১। আপনি নোটিশ গ্রহীতা একজন ইলেকট্রনিক্স ব্যবসায়ি এবং আমার মক্কেলের প্রতিষ্ঠান “মা ইলেকট্রনিক্স” দেশের অন্যতম প্রতিষ্ঠিত প্রোপাইটরশিপ ব্যবসায়িক প্রতিষ্ঠান যাহারা দেশী-বিদেশী ইলেকট্রনিক্স পন্য-সামগ্রীর ন্যাশনালী ডিস্ট্রিবিউটর। ২। আপনি নোটিশ গ্রহীতা ইলেকট্রনিক্স পণ্যের ডিলারশীপ ব্যবসায় পরিচালনা করার নিমিত্তে আমার মক্কেলের নিকট হইতে বিভিন্ন সময়ে পণ্য সামগ্রী বাঁকিতে ক্রয় করেন। ৩। উক্ত বিক্রীর টাকা নির্দিষ্ট সময়সীমার মধ্যে পরিশোধ না করিলে আমার মক্কেল কর্তৃক আপনাকে বারবার তাগাদা প্রদান করিলে উক্ত টাকা পরিশোধের জন্য আপনি গত ইং ২০/১০/২০২৫ তারিখে আপনার প্রতিষ্ঠান “মনিরা ইলেকট্রিক এন্ড ইলেকট্রনিক্স” নামীয় হিসাবের একটি চেক যাহার নং No. IDB 3598870, টাকার পরিমাণ ১০,০০,০০০/- (কথায়ঃ দশ লক্ষ) টাকা মাত্র আমার মক্কেলকে প্রদান করেন। ৪। আপনার পরামর্শ মোতাবেক আমার মক্কেল উক্ত চেকটি নগদায়নের জন্য নিজ ব্যাংক হিসাবে জমা প্রদান করিলে গত ইং ২৩/১০/২০২৫ তারিখে insufficient fund (অপর্যাপ্ত তহবিল) মর্মে চেকটি ডিজঅনার হইয়া ফেরত আসে। উক্ত চেকটি নগদায়নযোগ্য না হওয়ায় আপনি হস্তান্তরযোগ্য দলিল আইন, ১৮৮১ এর ধারা ১৩৮ এর অধীনে শাস্তিযোগ্য অপরাধ সংঘটন করেছেন মর্মে আইনত প্রতীয়মান হয়। এমতাবস্থায়, আপনাকে আমার মক্কেল এর পক্ষে এই মর্মে অনুরোধ করছি যে, এই নোটিশ প্রাপ্তির ৩০ (ত্রিশ) দিনের মধ্যে উক্ত চেকের সমপরিমান মোট ১০,০০,০০০/- (কথায়ঃ দশ লক্ষ) টাকা আমার মক্কেল এর অনুকূলে পরিশোধ করবেন, অন্যথায় আমার মক্কেল আপনার বিরুদ্ধে হস্তান্তরযোগ্য দলিল আইন, ১৮৮১ এর ধারা ১৩৮ এর অধীনে উপযুক্ত আদালতে মামলা দায়ের করিতে বাধ্য হইবে। উপরন্তু, এই নোটিশের হুবহু কপি পরবর্তী কার্যক্রম গ্রহণের জন্য আমার দপ্তরে সংরক্ষিত রহিল। xyxy=(1024,329,1349,752)
affidavit-signature: মোঃ আব্দুস সালাম xyxy=(924,524,1001,536)
notice-recipient: প্রেরকঃ “মা ইলেকট্রনিক্স” প্রোঃ ফারুক আহম্মেদ হইতে ক্ষমতা প্রাপ্ত প্রতিনিধি- মোঃ জি এম এম আবু হায়দার সিদ্দিকী (শিহাব), একাউন্টস (জি.এম), মা ইলেকট্রোনিক্স, পিতা- এম এ মোত্তালেব, হেড অফিসঃ নাগর বন্দর, উপজেলা-শিবগঞ্জ, জেলা- বগুড়া। মোবাঃ ০১৭৯২-৭০০০৫০। পক্ষে- মোঃ কামাল উদ্দিন, এ্যাডভোকেট, জজ কোর্ট, বগুড়া। প্রাপক ঃ মোঃ আলম মিয়া, পিতা- মোঃ নাজিম উদ্দিন প্রোঃ মেসার্স আলম সার্ভ প্যালেস সাং- ফিরার পাড়া, ডাকঘর- খালাসপীর, থানা- পীরগঞ্জ, জেলা- রংপুর। xyxy=(691,1328,1001,1443)
notice-recipient: প্রতি, কপোল দাশ, পিতা- হারাধন দাশ, সাং- হিন্দু পাড়া, পূর্ব চাম্বল, ডাকঘর- ৪৩৯০, থানা- বাঁশখালী, জেলা- চট্টগ্রাম। xyxy=(25,1474,168,1545)
cell-serial: ১ xyxy=(1025,1083,1050,1129)
col-header-qualification: শিক্ষাগত যোগ্যতা xyxy=(122,762,334,794)
legal-notice-header: লিগ্যাল নোটিশ xyxy=(19,1444,175,1470)
col-header-name: নাম ও পিতা/স্বামীর নাম xyxy=(1049,1051,1141,1083)
masthead xyxy=(18,28,1358,66)
cell-qualification: কোন স্বীকৃত বোর্ড হতে এইচ এস সি (ভোক)/ এইচ এস সি (বিএম) পাস। অথবা কোন স্বীকৃত বোর্ড হতে এইচ এস সি ২য় বিভাগ (সমমানের সিজিপিএ) এবং স্বীকৃত বোর্ড হতে নূন্যতম ০৬(ছয়) মাসের কম্পিউটার বিষয়ে প্রশিক্ষণ প্রাপ্ত। xyxy=(122,794,334,867)
legal-notice-header: লিগ্যাল নোটিশ xyxy=(1018,1191,1355,1220)
notice-recipient: প্রেরকঃ “মা ইলেকট্রনিক্স” প্রোঃ ফারুক আহম্মেদ হইতে ক্ষমতা প্রাপ্ত প্রতিনিধি- মোঃ জি এম এম আবু হায়দার সিদ্দিকী (শিহাব), একাউন্টস (জি.এম), মা ইলেকট্রোনিক্স, পিতা- এম এ মোত্তালেব, হেড অফিসঃ নাগর বন্দর, উপজেলা-শিবগঞ্জ, জেলা- বগুড়া। মোবাঃ ০১৭৯২-৭০০০৫০। পক্ষে- মোঃ কামাল উদ্দিন, এ্যাডভোকেট, জজ কোর্ট, বগুড়া। প্রাপক ঃ মোঃ আলম মিয়া, পিতা- মোঃ নাজিম উদ্দিন প্রোঃ মেসার্স আলম সার্ভ প্যালেস স্থায়ী ঠিকানাঃ সাং- ফিরার পাড়া, ডাকঘর- খালাসপীর, থানা- পীরগঞ্জ, জেলা- রংপুর। শোরুমের ঠিকানাঃ মেসার্স আলম সার্ভ প্যালেস, সাং- ফিরার পাড়া, ডাকঘর- খালাসপীর, থানা- পীরগঞ্জ, জেলা- রংপুর। xyxy=(691,587,1001,762)
